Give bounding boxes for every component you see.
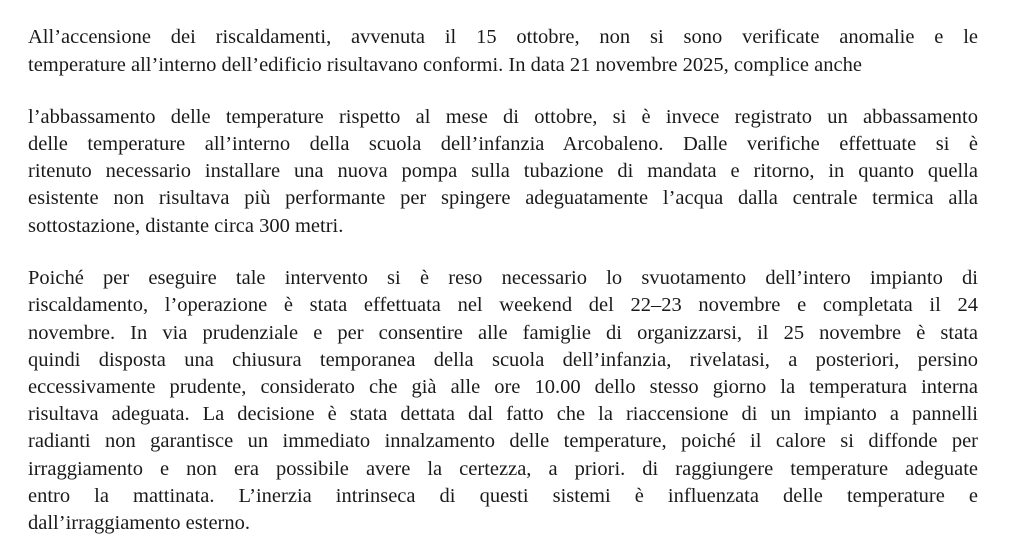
text-line: temperature all’interno dell’edificio risultavano conformi. In data 21 novembre 2025, complice anche — [28, 54, 862, 76]
text-line: irraggiamento e non era possibile avere la certezza, a priori. di raggiungere temperature adeguate — [28, 458, 978, 480]
text-line: All’accensione dei riscaldamenti, avvenuta il 15 ottobre, non si sono verificate anomalie e le — [28, 26, 978, 48]
text-line: novembre. In via prudenziale e per consentire alle famiglie di organizzarsi, il 25 novembre è stata — [28, 322, 978, 344]
text-line: l’abbassamento delle temperature rispetto al mese di ottobre, si è invece registrato un abbassamento — [28, 106, 978, 128]
text-line: ritenuto necessario installare una nuova pompa sulla tubazione di mandata e ritorno, in quanto quella — [28, 160, 978, 182]
text-line: riscaldamento, l’operazione è stata effettuata nel weekend del 22–23 novembre e completata il 24 — [28, 294, 978, 316]
text-line: risultava adeguata. La decisione è stata dettata dal fatto che la riaccensione di un impianto a pannelli — [28, 403, 978, 425]
text-line: Poiché per eseguire tale intervento si è reso necessario lo svuotamento dell’intero impianto di — [28, 267, 978, 289]
text-line: esistente non risultava più performante per spingere adeguatamente l’acqua dalla centrale termica alla — [28, 187, 978, 209]
text-line: delle temperature all’interno della scuola dell’infanzia Arcobaleno. Dalle verifiche effettuate si è — [28, 133, 978, 155]
text-line: quindi disposta una chiusura temporanea della scuola dell’infanzia, rivelatasi, a posteriori, persino — [28, 349, 978, 371]
text-line: dall’irraggiamento esterno. — [28, 512, 250, 534]
text-line: sottostazione, distante circa 300 metri. — [28, 215, 344, 237]
text-line: eccessivamente prudente, considerato che già alle ore 10.00 dello stesso giorno la temperatura interna — [28, 376, 978, 398]
text-line: entro la mattinata. L’inerzia intrinseca di questi sistemi è influenzata delle temperature e — [28, 485, 978, 507]
text-line: radianti non garantisce un immediato innalzamento delle temperature, poiché il calore si diffonde per — [28, 430, 978, 452]
